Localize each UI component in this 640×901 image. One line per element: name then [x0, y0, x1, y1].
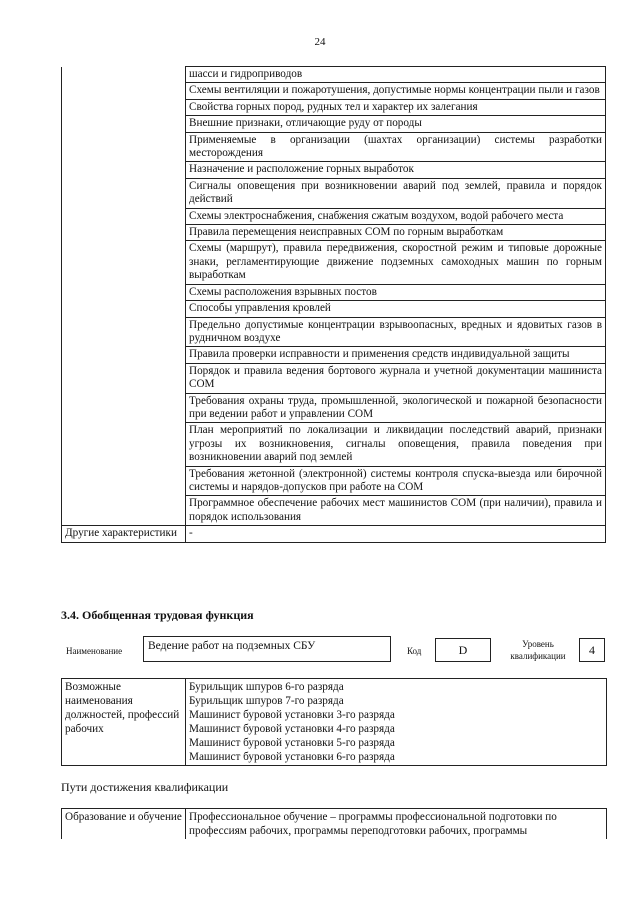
characteristic-row: [62, 301, 606, 317]
level-value: 4: [579, 638, 605, 662]
name-label: Наименование: [66, 646, 123, 656]
characteristic-blank-cell: [62, 317, 186, 347]
education-label: Образование и обучение: [62, 809, 186, 840]
role-item: Машинист буровой установки 3-го разряда: [189, 709, 395, 721]
characteristics-table: [61, 66, 606, 543]
role-item: Бурильщик шпуров 6-го разряда: [189, 681, 344, 693]
characteristic-item: Внешние признаки, отличающие руду от породы: [186, 116, 606, 132]
characteristic-item: План мероприятий по локализации и ликвидации последствий аварий, признаки угрозы их возникновения, сигналы оповещения, правила поведения при возникновении аварий под землей: [186, 423, 606, 466]
characteristic-row: [62, 423, 606, 466]
characteristic-row: [62, 83, 606, 99]
characteristic-row: [62, 225, 606, 241]
characteristic-row: [62, 67, 606, 83]
characteristic-row: [62, 132, 606, 162]
characteristic-blank-cell: [62, 393, 186, 423]
other-characteristics-value: -: [186, 526, 606, 542]
characteristic-item: Правила перемещения неисправных СОМ по горным выработкам: [186, 225, 606, 241]
characteristic-row: [62, 393, 606, 423]
characteristic-blank-cell: [62, 241, 186, 284]
page-number: 24: [314, 36, 326, 48]
role-item: Бурильщик шпуров 7-го разряда: [189, 695, 344, 707]
characteristic-blank-cell: [62, 116, 186, 132]
characteristic-blank-cell: [62, 132, 186, 162]
section-title: 3.4. Обобщенная трудовая функция: [61, 608, 254, 622]
characteristic-row: [62, 116, 606, 132]
characteristic-row: [62, 178, 606, 208]
roles-table: [61, 678, 607, 766]
education-table: [61, 808, 607, 839]
characteristic-item: Назначение и расположение горных выработок: [186, 162, 606, 178]
characteristics-body: [62, 67, 606, 543]
characteristic-blank-cell: [62, 347, 186, 363]
characteristic-blank-cell: [62, 162, 186, 178]
characteristic-item: Правила проверки исправности и применения средств индивидуальной защиты: [186, 347, 606, 363]
characteristic-blank-cell: [62, 83, 186, 99]
code-value: D: [435, 638, 491, 662]
characteristic-row: [62, 496, 606, 526]
roles-list: [186, 679, 607, 766]
characteristic-blank-cell: [62, 99, 186, 115]
characteristic-row: [62, 241, 606, 284]
code-label: Код: [407, 646, 422, 656]
characteristic-item: Схемы (маршрут), правила передвижения, скоростной режим и типовые дорожные знаки, регламентирующие движение подземных самоходных машин по горным выработкам: [186, 241, 606, 284]
characteristic-row: [62, 317, 606, 347]
characteristic-item: Требования жетонной (электронной) системы контроля спуска-выезда или бирочной системы и нарядов-допусков при работе на СОМ: [186, 466, 606, 496]
other-characteristics-row: [62, 526, 606, 542]
roles-label: Возможные наименования должностей, профессий рабочих: [62, 679, 186, 766]
characteristic-blank-cell: [62, 496, 186, 526]
characteristic-item: Сигналы оповещения при возникновении аварий под землей, правила и порядок действий: [186, 178, 606, 208]
characteristic-item: шасси и гидроприводов: [186, 67, 606, 83]
characteristic-row: [62, 347, 606, 363]
characteristic-item: Свойства горных пород, рудных тел и характер их залегания: [186, 99, 606, 115]
characteristic-row: [62, 466, 606, 496]
characteristic-blank-cell: [62, 178, 186, 208]
characteristic-blank-cell: [62, 225, 186, 241]
characteristic-blank-cell: [62, 301, 186, 317]
characteristic-blank-cell: [62, 363, 186, 393]
characteristic-blank-cell: [62, 423, 186, 466]
paths-title: Пути достижения квалификации: [61, 780, 229, 794]
education-value: Профессиональное обучение – программы профессиональной подготовки по профессиям рабочих, программы переподготовки рабочих, программы: [186, 809, 607, 840]
name-value: Ведение работ на подземных СБУ: [143, 636, 391, 662]
characteristic-row: [62, 162, 606, 178]
characteristic-item: Схемы электроснабжения, снабжения сжатым воздухом, водой рабочего места: [186, 208, 606, 224]
characteristic-row: [62, 284, 606, 300]
other-characteristics-label: Другие характеристики: [62, 526, 186, 542]
characteristic-item: Программное обеспечение рабочих мест машинистов СОМ (при наличии), правила и порядок использования: [186, 496, 606, 526]
characteristic-blank-cell: [62, 67, 186, 83]
role-item: Машинист буровой установки 4-го разряда: [189, 723, 395, 735]
role-item: Машинист буровой установки 5-го разряда: [189, 737, 395, 749]
characteristic-row: [62, 363, 606, 393]
characteristic-blank-cell: [62, 208, 186, 224]
function-header: [61, 636, 607, 666]
role-item: Машинист буровой установки 6-го разряда: [189, 751, 395, 763]
characteristic-item: Применяемые в организации (шахтах организации) системы разработки месторождения: [186, 132, 606, 162]
characteristic-item: Схемы расположения взрывных постов: [186, 284, 606, 300]
characteristic-item: Способы управления кровлей: [186, 301, 606, 317]
characteristic-row: [62, 99, 606, 115]
characteristic-blank-cell: [62, 284, 186, 300]
characteristic-blank-cell: [62, 466, 186, 496]
characteristic-item: Порядок и правила ведения бортового журнала и учетной документации машиниста СОМ: [186, 363, 606, 393]
characteristic-row: [62, 208, 606, 224]
characteristic-item: Схемы вентиляции и пожаротушения, допустимые нормы концентрации пыли и газов: [186, 83, 606, 99]
level-label: Уровень квалификации: [510, 639, 566, 661]
characteristic-item: Требования охраны труда, промышленной, экологической и пожарной безопасности при ведении работ и управлении СОМ: [186, 393, 606, 423]
characteristic-item: Предельно допустимые концентрации взрывоопасных, вредных и ядовитых газов в рудничном воздухе: [186, 317, 606, 347]
